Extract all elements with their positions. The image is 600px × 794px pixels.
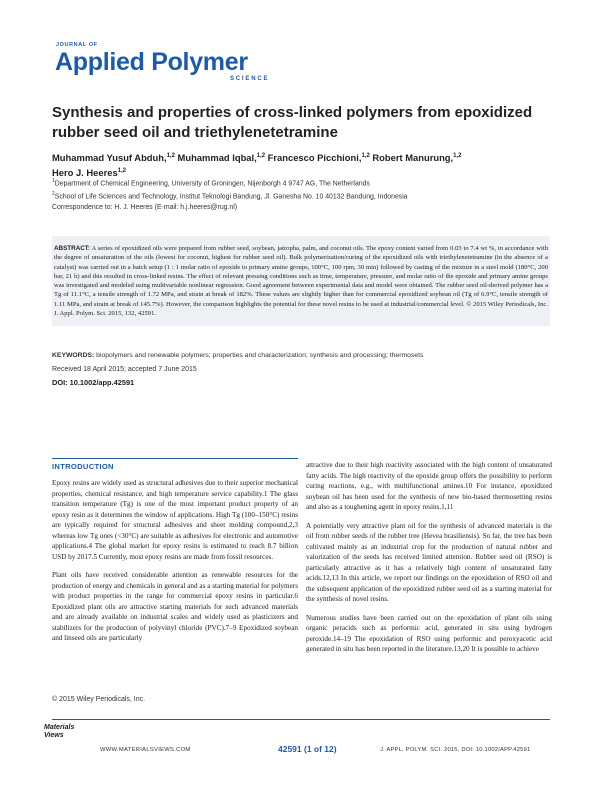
right-column (306, 460, 552, 663)
affiliation-1-num: 1 (52, 178, 55, 184)
author-2-aff: 1,2 (256, 153, 266, 159)
keywords (52, 352, 552, 359)
footer-url[interactable]: WWW.MATERIALSVIEWS.COM (100, 747, 191, 753)
right-paragraph-3: Numerous studies have been carried out on the epoxidation of plant oils using organic peracids such as performic acid, generated in situ using hydrogen peroxide.14–19 The epoxidation of RSO using performic and peroxyacetic acid generated in situ has been reported in the literature.13,20 It is possible to achieve (306, 613, 552, 653)
keywords-text: biopolymers and renewable polymers; properties and characterization; synthesis and processing; thermosets (94, 352, 424, 359)
right-paragraph-1: attractive due to their high reactivity associated with the high content of unsaturated fatty acids. The high reactivity of the epoxide group offers the possibility to perform curing reactions, e.g., with multifunctional amines.10 For instance, epoxidized soybean oil has been used for the synthesis of new bio-based thermosetting resins and also as a toughening agent in epoxy resins.1,11 (306, 461, 552, 511)
author-3: Francesco Picchioni, (265, 152, 362, 164)
affiliation-2-num: 2 (52, 191, 55, 197)
author-4: Robert Manurung, (369, 152, 454, 164)
abstract-label: ABSTRACT: (54, 245, 91, 252)
section-rule (52, 458, 298, 459)
author-4-aff: 1,2 (453, 153, 462, 159)
journal-logo-sub: SCIENCE (230, 76, 270, 82)
journal-logo-small: JOURNAL OF (56, 42, 98, 48)
abstract-box (52, 236, 550, 326)
left-column (52, 478, 298, 652)
affiliation-1 (52, 177, 552, 188)
author-5: Hero J. Heeres (52, 166, 118, 178)
right-paragraph-2: A potentially very attractive plant oil for the synthesis of advanced materials is the oil from rubber seeds of the rubber tree (Hevea brasiliensis). So far, the tree has been cultivated mainly as an industrial crop for the production of natural rubber and valorization of the seeds has received limited attention. Rubber seed oil (RSO) is particularly attractive as it has a relatively high content of unsaturated fatty acids.12,13 In this article, we report our findings on the epoxidation of RSO oil and the subsequent application of the epoxidized rubber seed oil as a starting material for the synthesis of novel resins. (306, 521, 552, 603)
received-date: Received 18 April 2015; accepted 7 June 2015 (52, 366, 197, 373)
footer-journal-ref: J. APPL. POLYM. SCI. 2015, DOI: 10.1002/APP.42591 (380, 747, 531, 753)
affiliation-2-text: School of Life Sciences and Technology, Institut Teknologi Bandung, Jl. Ganesha No. 10 40132 Bandung, Indonesia (54, 193, 408, 201)
author-3-aff: 1,2 (361, 153, 370, 159)
page-number: 42591 (1 of 12) (278, 744, 337, 754)
intro-heading: INTRODUCTION (52, 462, 114, 471)
author-2: Muhammad Iqbal, (174, 152, 257, 164)
doi: DOI: 10.1002/app.42591 (52, 378, 135, 387)
article-title: Synthesis and properties of cross-linked polymers from epoxidized rubber seed oil and triethylenetetramine (52, 104, 533, 141)
correspondence: Correspondence to: H. J. Heeres (E-mail: h.j.heeres@rug.nl) (52, 204, 238, 211)
author-5-aff: 1,2 (117, 167, 127, 174)
affiliation-1-text: Department of Chemical Engineering, University of Groningen, Nijenborgh 4 9747 AG, The Netherlands (54, 180, 370, 188)
author-1-aff: 1,2 (166, 153, 175, 159)
left-paragraph-2: Plant oils have received considerable attention as renewable resources for the production of energy and chemicals in general and as a starting material for polymers with product properties in the range for commercial epoxy resins in particular.6 Epoxidized plant oils are attractive starting materials for such advanced materials and are already available on industrial scales and widely used as plasticizers and stabilizers for the production of polyvinyl chloride (PVC).7–9 Epoxidized soybean and linseed oils are particularly (52, 571, 298, 642)
abstract-text: A series of epoxidized oils were prepared from rubber seed, soybean, jatropha, palm, and coconut oils. The epoxy content varied from 0.03 to 7.4 wt %, in accordance with the degree of unsaturation of the oils (lowest for coconut, highest for rubber seed oil). Bulk polymerization/curing of the epoxidized oils with triethylenetetramine (in the absence of a catalyst) was carried out in a batch setup (1 : 1 molar ratio of epoxide to primary amine groups, 100°C, 100 rpm, 30 min) followed by casting of the mixture in a steel mold (180°C, 200 bar, 21 h) and this resulted in cross-linked resins. The effect of relevant pressing conditions such as time, temperature, pressure, and molar ratio of the epoxide and primary amine groups was investigated and modeled using multivariable nonlinear regression. Good agreement between experimental data and model were obtained. The rubber seed oil-derived polymer has a Tg of 11.1°C, a tensile strength of 1.72 MPa, and strain at break of 182%. These values are slightly higher than for commercial epoxidized soybean oil (Tg of 6.9°C, tensile strength of 1.11 MPa, and strain at break of 145.7%). However, the comparison highlights the potential for these novel resins to be used at industrial/commercial level. © 2015 Wiley Periodicals, Inc. J. Appl. Polym. Sci. 2015, 132, 42591. (54, 245, 548, 318)
author-1: Muhammad Yusuf Abduh, (52, 152, 167, 164)
keywords-label: KEYWORDS: (52, 352, 95, 359)
author-list (52, 150, 552, 179)
materials-views-logo: Materials Views (44, 724, 75, 739)
left-paragraph-1: Epoxy resins are widely used as structural adhesives due to their superior mechanical properties, chemical resistance, and high temperature service capability.1 The glass transition temperature (Tg) is one of the most important product property of an epoxy resin as it determines the window of applications. High Tg (100–150°C) resins are typically required for structural adhesives and sheet molding compound,2,3 whereas low Tg ones (<30°C) are suitable as adhesives for electronic and automotive applications.4 The global market for epoxy resins is estimated to reach 8.7 billion USD by 2017.5 Currently, most epoxy resins are made from fossil resources. (52, 479, 298, 561)
copyright: © 2015 Wiley Periodicals, Inc. (52, 696, 146, 703)
affiliation-2 (52, 190, 552, 201)
journal-logo: Applied Polymer (55, 48, 248, 76)
footer-rule (52, 719, 550, 720)
